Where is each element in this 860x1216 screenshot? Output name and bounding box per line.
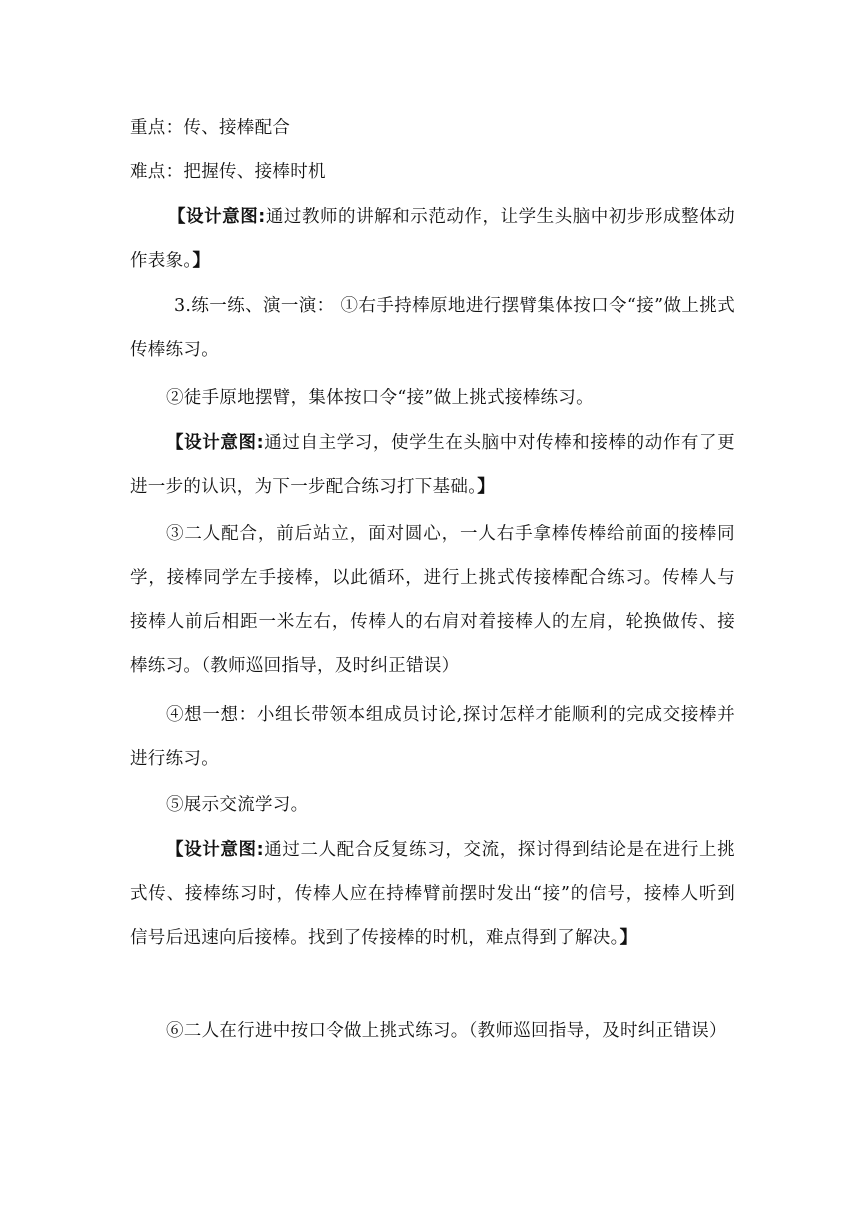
step-4-text: ④想一想：小组长带领本组成员讨论,探讨怎样才能顺利的完成交接棒并进行练习。 xyxy=(130,705,735,769)
design-intent-text: 通过自主学习，使学生在头脑中对传棒和接棒的动作有了更进一步的认识，为下一步配合练习打下基础。 xyxy=(130,433,735,497)
practice-3-paragraph xyxy=(130,284,735,372)
focus-text: 重点：传、接棒配合 xyxy=(130,118,291,138)
difficulty-text: 难点：把握传、接棒时机 xyxy=(130,162,326,182)
design-intent-text: 通过教师的讲解和示范动作，让学生头脑中初步形成整体动作表象。 xyxy=(130,207,735,271)
step-5-paragraph xyxy=(130,783,735,827)
design-intent-1 xyxy=(130,195,735,283)
practice-3-text: 3.练一练、演一演： ①右手持棒原地进行摆臂集体按口令“接”做上挑式传棒练习。 xyxy=(130,296,735,360)
step-2-paragraph xyxy=(130,376,735,420)
step-5-text: ⑤展示交流学习。 xyxy=(166,795,309,815)
focus-line xyxy=(130,106,735,150)
step-3-text: ③二人配合，前后站立，面对圆心，一人右手拿棒传棒给前面的接棒同学，接棒同学左手接棒，以此循环，进行上挑式传接棒配合练习。传棒人与接棒人前后相距一米左右，传棒人的右肩对着接棒人的左肩，轮换做传、接棒练习。（教师巡回指导，及时纠正错误） xyxy=(130,524,735,676)
step-2-text: ②徒手原地摆臂，集体按口令“接”做上挑式接棒练习。 xyxy=(166,388,594,408)
step-6-paragraph xyxy=(130,1009,735,1053)
design-intent-text: 通过二人配合反复练习，交流，探讨得到结论是在进行上挑式传、接棒练习时，传棒人应在持棒臂前摆时发出“接”的信号，接棒人听到信号后迅速向后接棒。找到了传接棒的时机，难点得到了解决。 xyxy=(130,840,735,948)
design-intent-close: 】 xyxy=(477,477,496,497)
design-intent-close: 】 xyxy=(192,251,211,271)
design-intent-label: 【设计意图: xyxy=(166,433,264,453)
design-intent-3 xyxy=(130,828,735,960)
difficulty-line xyxy=(130,150,735,194)
design-intent-label: 【设计意图: xyxy=(166,840,264,860)
step-3-paragraph xyxy=(130,512,735,688)
step-4-paragraph xyxy=(130,693,735,781)
design-intent-close: 】 xyxy=(619,928,638,948)
step-6-text: ⑥二人在行进中按口令做上挑式练习。（教师巡回指导，及时纠正错误） xyxy=(166,1021,727,1041)
design-intent-2 xyxy=(130,421,735,509)
design-intent-label: 【设计意图: xyxy=(168,207,266,227)
